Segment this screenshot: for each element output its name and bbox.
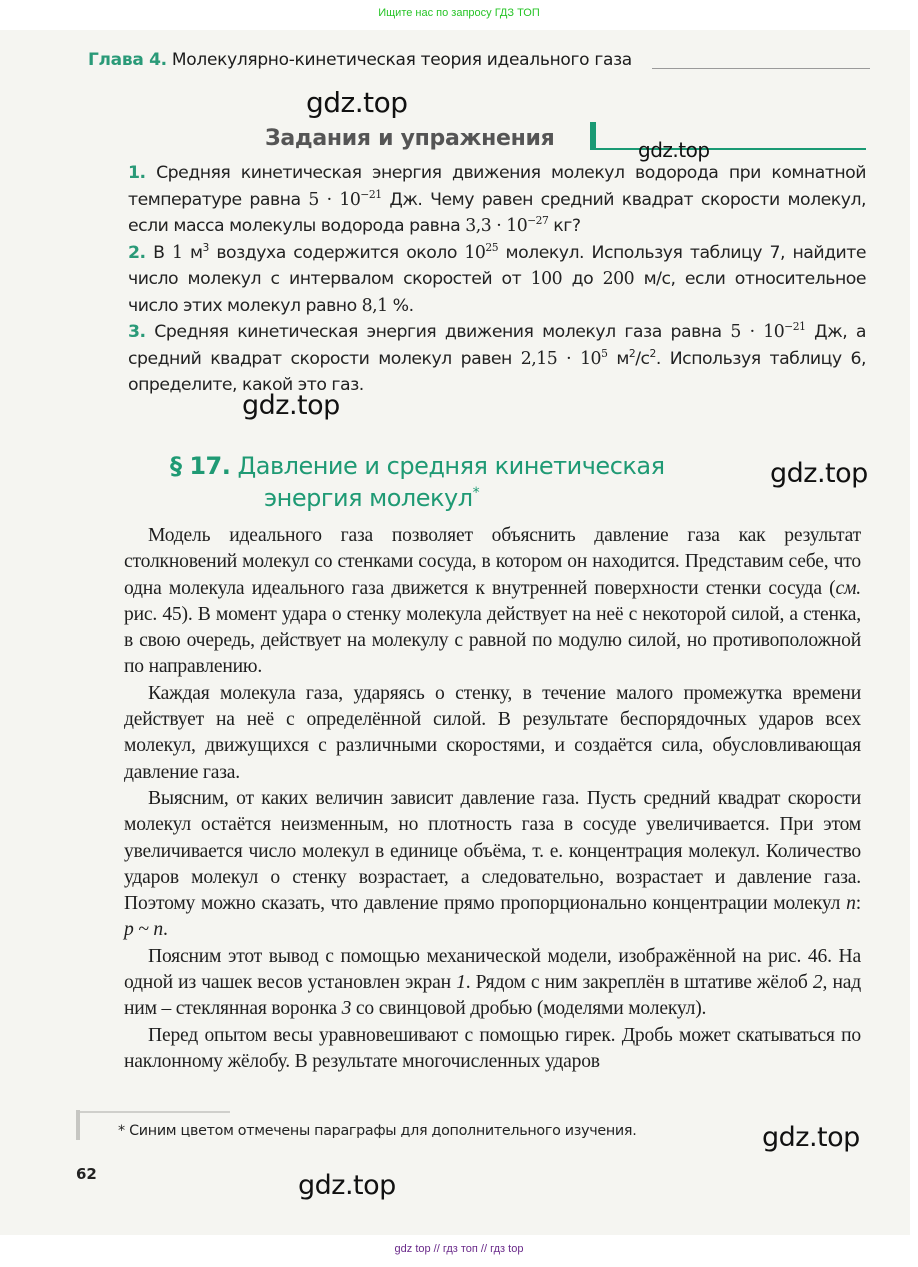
exponent: −21: [360, 187, 382, 201]
text: м: [182, 242, 203, 263]
paragraph: [124, 944, 861, 1023]
exponent: 2: [649, 346, 656, 360]
textbook-page: [0, 30, 910, 1235]
exercises-heading: Задания и упражнения: [265, 126, 555, 151]
section-title-line2: энергия молекул: [264, 484, 473, 512]
text: :: [855, 893, 861, 915]
exercise-list: [128, 160, 866, 399]
math: 100: [530, 269, 563, 289]
text: Поясним этот вывод с помощью механической модели, изображённой на рис. 46. На одной из чашек весов установлен экран: [124, 945, 861, 994]
text: Дж. Чему равен средний квадрат скорости молекул, если масса молекулы водорода равна: [128, 189, 866, 236]
math: n: [846, 893, 856, 915]
watermark: gdz.top: [298, 1170, 396, 1201]
heading-bracket: [590, 122, 596, 150]
running-head: [88, 50, 632, 70]
text: , над ним – стеклянная воронка: [124, 972, 861, 1020]
paragraph: [124, 786, 861, 944]
section-body: [124, 523, 861, 1075]
math: 10: [464, 242, 486, 263]
text: воздуха содержится около: [208, 242, 465, 263]
math: 1: [171, 242, 183, 263]
paragraph: Каждая молекула газа, ударяясь о стенку, в течение малого промежутка времени действует на неё с определённой силой. В результате беспорядочных ударов всех молекул, движущихся с различными скоростями, и создаётся сила, обусловливающая давление газа.: [124, 682, 861, 783]
header-rule: [652, 68, 870, 69]
math: 200: [602, 269, 635, 289]
section-title: [170, 450, 665, 514]
exercise-3: [128, 319, 866, 399]
exercise-1: [128, 160, 866, 240]
top-banner: Ищите нас по запросу ГДЗ ТОП: [378, 7, 540, 19]
text: молекул. Используя таблицу 7, найдите число молекул с интервалом скоростей от: [128, 242, 866, 289]
text: .: [163, 919, 168, 941]
text: Средняя кинетическая энергия движения молекул газа равна: [145, 322, 731, 342]
paragraph: Перед опытом весы уравновешивают с помощью гирек. Дробь может скатываться по наклонному жёлобу. В результате многочисленных ударов: [124, 1024, 861, 1072]
watermark: gdz.top: [770, 458, 868, 489]
text: Средняя кинетическая энергия движения молекул водорода при комнатной температуре равна: [128, 163, 866, 210]
math: 8,1: [361, 295, 388, 316]
math: 2,15 · 10: [520, 348, 602, 369]
text: %.: [387, 295, 414, 316]
section-title-line1: Давление и средняя кинетическая: [237, 452, 665, 480]
watermark: gdz.top: [638, 138, 710, 162]
exercise-number: 1.: [128, 163, 146, 183]
text: со свинцовой дробью (моделями молекул).: [351, 998, 707, 1020]
exercise-number: 3.: [128, 322, 146, 342]
text: кг?: [548, 216, 581, 236]
watermark: gdz.top: [306, 86, 408, 119]
footnote-rule: [80, 1111, 230, 1113]
math: 3,3 · 10: [465, 216, 528, 236]
exponent: −21: [784, 320, 806, 334]
section-number: § 17.: [170, 452, 231, 480]
exponent: 25: [485, 240, 499, 254]
formula: p ~ n: [124, 919, 163, 941]
text: м/с, если относительное число этих молекул равно: [128, 269, 866, 316]
exponent: 3: [202, 240, 209, 254]
chapter-title: Молекулярно-кинетическая теория идеального газа: [171, 50, 632, 70]
text: . Используя таблицу 6, определите, какой это газ.: [128, 348, 867, 395]
figure-label: 2: [812, 972, 823, 994]
text: . Рядом с ним закреплён в штативе жёлоб: [465, 972, 813, 994]
exercise-2: [128, 240, 866, 320]
watermark: gdz.top: [762, 1122, 860, 1153]
heading-rule: [590, 148, 866, 150]
page-number: 62: [76, 1165, 97, 1183]
exponent: 5: [601, 346, 608, 360]
exponent: −27: [527, 214, 549, 228]
math: 5 · 10: [308, 189, 361, 210]
figure-label: 1: [456, 972, 466, 994]
figure-label: 3: [341, 998, 352, 1020]
text: Выясним, от каких величин зависит давление газа. Пусть средний квадрат скорости молекул остаётся неизменным, но плотность газа в сосуде увеличивается. При этом увеличивается число молекул в единице объёма, т. е. концентрация молекул. Количество ударов молекул о стенку возрастает, а следовательно, возрастает и давление газа. Поэтому можно сказать, что давление прямо пропорционально концентрации молекул: [124, 787, 861, 915]
text: Дж, а средний квадрат скорости молекул равен: [128, 322, 867, 369]
text: м: [607, 348, 629, 369]
text: рис. 45). В момент удара о стенку молекула действует на неё с некоторой силой, а стенка, в свою очередь, действует на молекулу с равной по модулю силой, но противоположной по направлению.: [124, 603, 861, 678]
text: В: [145, 242, 172, 263]
bottom-banner: gdz top // гдз топ // гдз top: [394, 1243, 524, 1255]
math: 5 · 10: [730, 322, 785, 342]
text: /с: [635, 348, 650, 369]
footnote: * Синим цветом отмечены параграфы для дополнительного изучения.: [118, 1123, 637, 1139]
footnote-bracket: [76, 1110, 80, 1140]
exponent: 2: [628, 346, 636, 360]
chapter-label: Глава 4.: [88, 50, 167, 70]
watermark: gdz.top: [242, 390, 340, 421]
text: до: [562, 269, 603, 289]
exercise-number: 2.: [128, 242, 146, 263]
paragraph: [124, 523, 861, 681]
text: Модель идеального газа позволяет объяснить давление газа как результат столкновений молекул со стенками сосуда, в котором он находится. Представим себе, что одна молекула идеального газа движется к внутренней поверхности стенки сосуда (: [124, 525, 861, 599]
text: см.: [835, 577, 861, 599]
footnote-marker: *: [472, 485, 480, 501]
